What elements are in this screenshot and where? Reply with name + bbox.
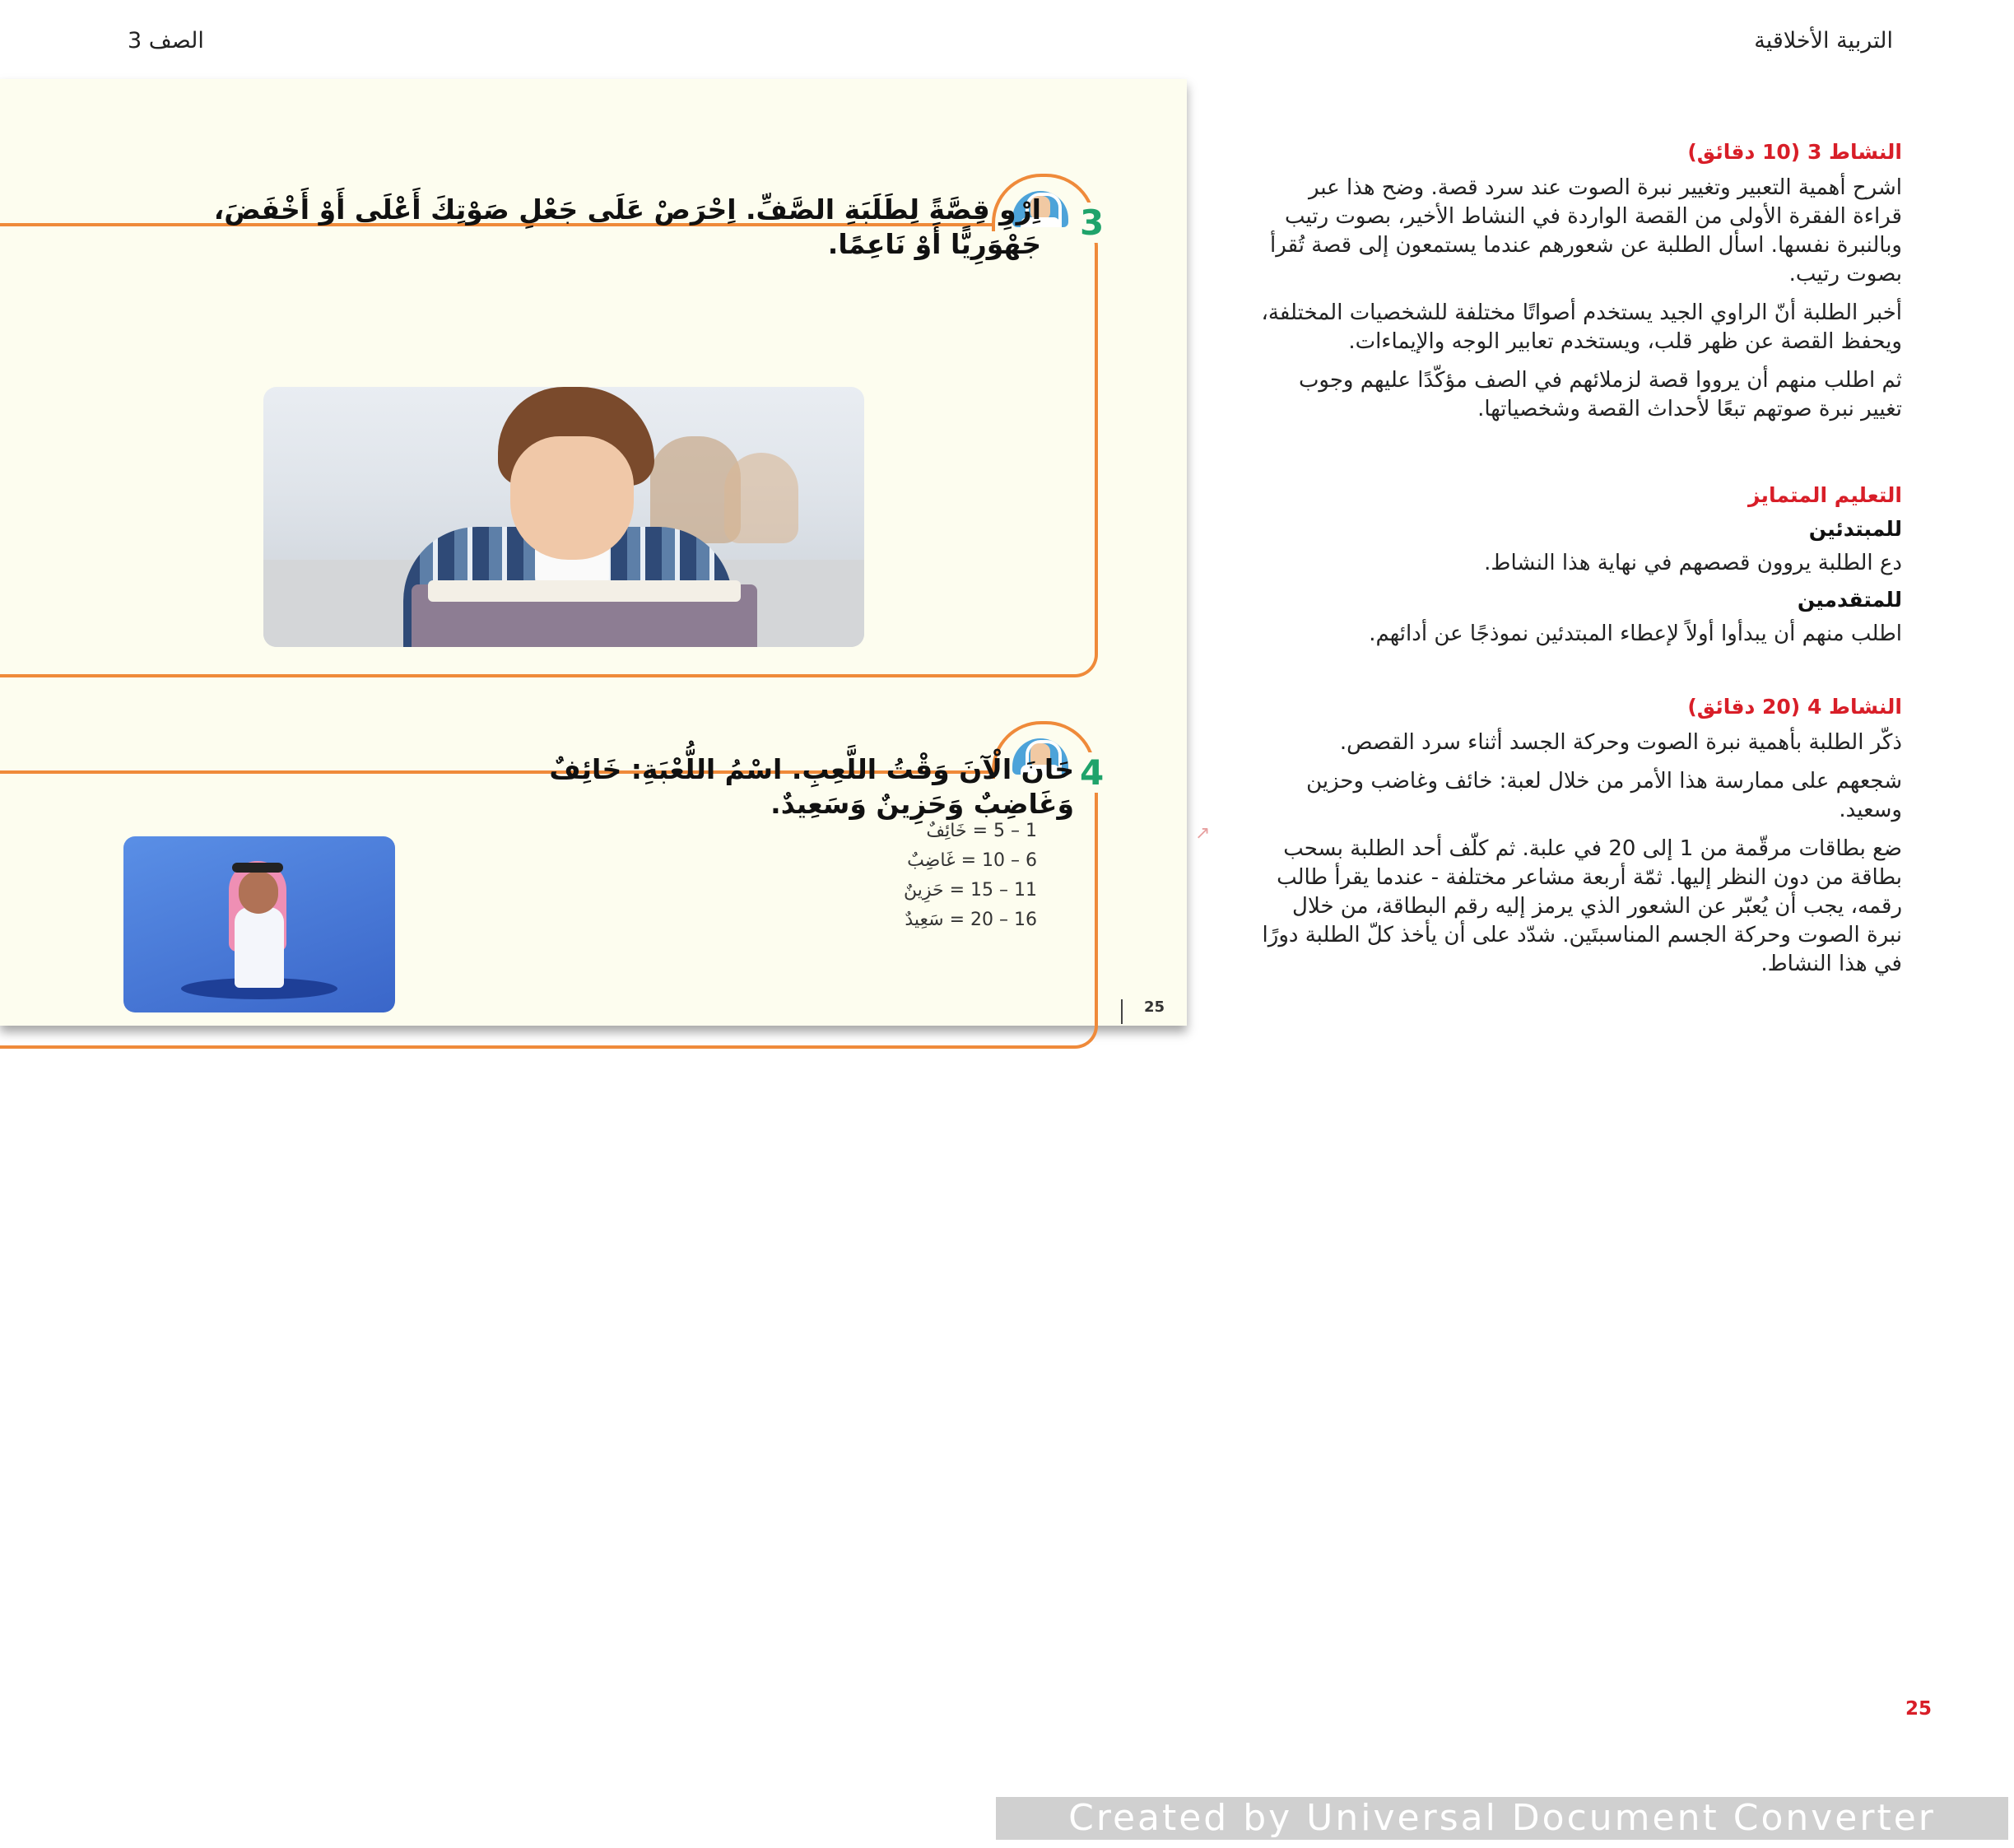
- task-3-number: 3: [1075, 202, 1109, 243]
- advanced-heading: للمتقدمين: [1797, 588, 1902, 612]
- activity-3-paragraph: أخبر الطلبة أنّ الراوي الجيد يستخدم أصواتًا مختلفة للشخصيات المختلفة، ويحفظ القصة عن ظهر قلب، ويستخدم تعابير الوجه والإيماءات.: [1261, 300, 1902, 354]
- activity-3-paragraph: اشرح أهمية التعبير وتغيير نبرة الصوت عند سرد قصة. وضح هذا عبر قراءة الفقرة الأولى من القصة الواردة في النشاط الأخير، بصوت رتيب وبالنبرة نفسها. اسأل الطلبة عن شعورهم عندما يستمعون إلى قصة تُقرأ بصوت رتيب.: [1270, 175, 1902, 286]
- page-number: 25: [1905, 1698, 1932, 1720]
- task-4-instruction: حَانَ الْآنَ وَقْتُ اللَّعِبِ. اسْمُ اللُّعْبَةِ: خَائِفٌ وَغَاضِبٌ وَحَزِينٌ وَسَعِيدٌ.: [549, 753, 1074, 820]
- score-list-item: 1 – 5 = خَائِفٌ: [926, 821, 1037, 841]
- page-divider-line: [1121, 999, 1123, 1024]
- task-4-number: 4: [1075, 752, 1109, 793]
- score-list: [823, 817, 1037, 935]
- game-illustration: [123, 836, 395, 1012]
- grade-label: الصف 3: [128, 28, 204, 54]
- activity-3-heading: النشاط 3 (10 دقائق): [1687, 140, 1902, 164]
- converter-watermark: Created by Universal Document Converter: [996, 1797, 2008, 1840]
- differentiated-learning-heading: التعليم المتمايز: [1748, 483, 1902, 507]
- teacher-notes: [1260, 140, 1902, 989]
- student-book-page: [0, 79, 1187, 1026]
- stamp-mark-icon: ↗: [1195, 823, 1211, 844]
- subject-title: التربية الأخلاقية: [1754, 28, 1893, 54]
- beginners-text: دع الطلبة يروون قصصهم في نهاية هذا النشاط.: [1484, 551, 1902, 575]
- activity-4-paragraph: ضع بطاقات مرقّمة من 1 إلى 20 في علبة. ثم كلّف أحد الطلبة بسحب بطاقة من دون النظر إليها. ثمّة أربعة مشاعر مختلفة - عندما يقرأ طالب رقمه، يجب أن يُعبّر عن الشعور الذي يرمز إليه رقم البطاقة، من خلال نبرة الصوت وحركة الجسم المناسبتَين. شدّد على أن يأخذ كلّ الطلبة دورًا في هذا النشاط.: [1262, 836, 1902, 976]
- activity-3-paragraph: ثم اطلب منهم أن يرووا قصة لزملائهم في الصف مؤكّدًا عليهم وجوب تغيير نبرة صوتهم تبعًا لأحداث القصة وشخصياتها.: [1298, 368, 1902, 421]
- activity-4-heading: النشاط 4 (20 دقائق): [1687, 695, 1902, 719]
- score-list-item: 11 – 15 = حَزِينٌ: [903, 880, 1037, 901]
- book-page-number: 25: [1144, 998, 1165, 1016]
- activity-4-paragraph: شجعهم على ممارسة هذا الأمر من خلال لعبة: خائف وغاضب وحزين وسعيد.: [1306, 769, 1902, 822]
- advanced-text: اطلب منهم أن يبدأوا أولاً لإعطاء المبتدئين نموذجًا عن أدائهم.: [1369, 621, 1902, 646]
- score-list-item: 6 – 10 = غَاضِبٌ: [907, 850, 1037, 871]
- activity-4-paragraph: ذكّر الطلبة بأهمية نبرة الصوت وحركة الجسد أثناء سرد القصص.: [1339, 730, 1902, 755]
- boy-reading-photo: [263, 387, 864, 647]
- score-list-item: 16 – 20 = سَعِيدٌ: [905, 910, 1037, 930]
- beginners-heading: للمبتدئين: [1808, 517, 1902, 541]
- task-3-instruction: اِرْوِ قِصَّةً لِطَلَبَةِ الصَّفِّ. اِحْرَصْ عَلَى جَعْلِ صَوْتِكَ أَعْلَى أَوْ أَخْفَضَ، جَهْوَرِيًّا أَوْ نَاعِمًا.: [213, 193, 1041, 260]
